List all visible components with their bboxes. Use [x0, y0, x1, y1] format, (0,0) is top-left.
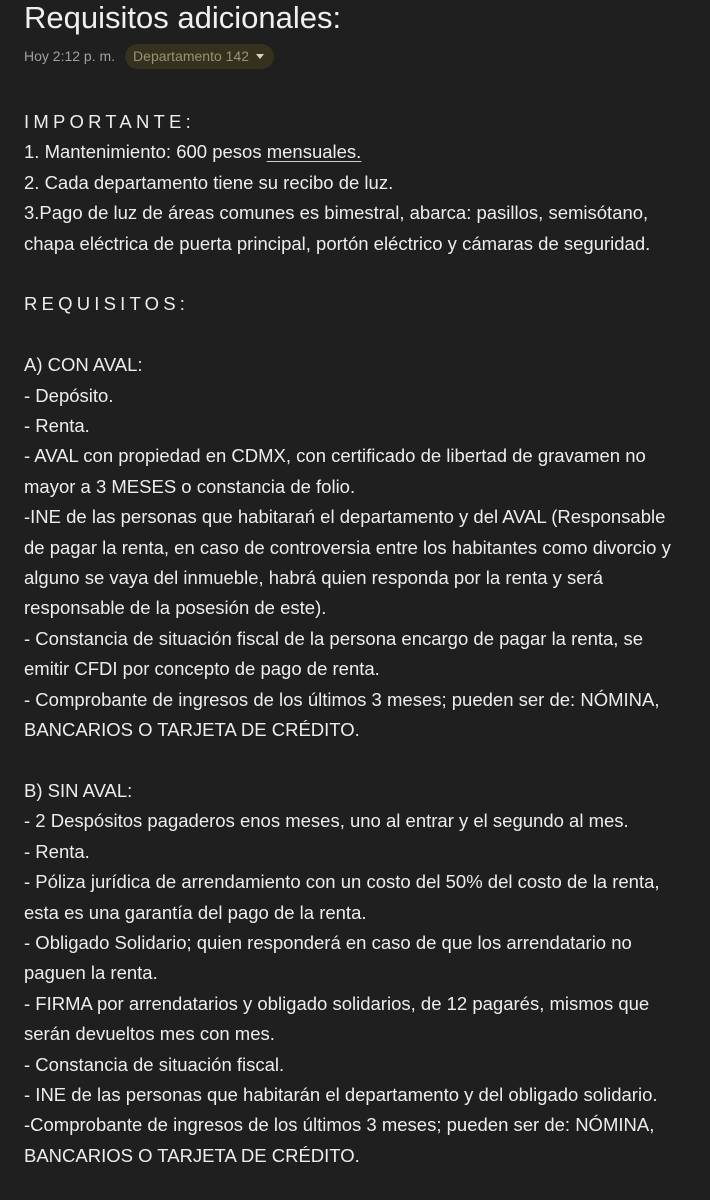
- note-body[interactable]: [24, 107, 706, 1171]
- blank-line: [24, 320, 706, 350]
- sin-aval-item: - Póliza jurídica de arrendamiento con un costo del 50% del costo de la renta,: [24, 871, 660, 893]
- blank-line: [24, 746, 706, 776]
- sin-aval-item: - INE de las personas que habitarán el departamento y del obligado solidario.: [24, 1083, 658, 1105]
- con-aval-item: - Depósito.: [24, 384, 114, 406]
- sin-aval-item: - FIRMA por arrendatarios y obligado solidarios, de 12 pagarés, mismos que: [24, 992, 650, 1014]
- label-chip[interactable]: [125, 44, 274, 69]
- con-aval-item: mayor a 3 MESES o constancia de folio.: [24, 475, 356, 497]
- requisitos-heading: REQUISITOS:: [24, 293, 190, 315]
- importante-item-3-line-2: chapa eléctrica de puerta principal, portón eléctrico y cámaras de seguridad.: [24, 232, 651, 254]
- note-timestamp: Hoy 2:12 p. m.: [24, 48, 116, 64]
- sin-aval-heading: B) SIN AVAL:: [24, 779, 133, 801]
- sin-aval-item: - Constancia de situación fiscal.: [24, 1053, 285, 1075]
- con-aval-item: - Constancia de situación fiscal de la persona encargo de pagar la renta, se: [24, 627, 644, 649]
- spellcheck-word[interactable]: mensuales.: [266, 141, 362, 163]
- importante-item-1-text: 1. Mantenimiento: 600 pesos: [24, 141, 267, 163]
- importante-item-2: 2. Cada departamento tiene su recibo de luz.: [24, 171, 394, 193]
- con-aval-item: responsable de la posesión de este).: [24, 597, 327, 619]
- note-meta: [24, 42, 274, 70]
- importante-item-3-line-1: 3.Pago de luz de áreas comunes es bimestral, abarca: pasillos, semisótano,: [24, 202, 649, 224]
- sin-aval-item: - Renta.: [24, 840, 90, 862]
- sin-aval-item: serán devueltos mes con mes.: [24, 1023, 275, 1045]
- con-aval-item: alguno se vaya del inmueble, habrá quien responda por la renta y será: [24, 567, 604, 589]
- importante-heading: IMPORTANTE:: [24, 111, 195, 132]
- con-aval-item: emitir CFDI por concepto de pago de renta.: [24, 658, 380, 680]
- sin-aval-item: esta es una garantía del pago de la renta.: [24, 901, 367, 923]
- caret-down-icon: [256, 54, 264, 59]
- sin-aval-item: - 2 Despósitos pagaderos enos meses, uno al entrar y el segundo al mes.: [24, 810, 629, 832]
- sin-aval-item: BANCARIOS O TARJETA DE CRÉDITO.: [24, 1144, 360, 1166]
- importante-item-1: [24, 137, 706, 167]
- note-title[interactable]: Requisitos adicionales:: [24, 0, 342, 35]
- con-aval-item: BANCARIOS O TARJETA DE CRÉDITO.: [24, 719, 360, 741]
- sin-aval-item: paguen la renta.: [24, 962, 158, 984]
- blank-line: [24, 259, 706, 289]
- con-aval-item: de pagar la renta, en caso de controversia entre los habitantes como divorcio y: [24, 536, 671, 558]
- con-aval-item: - Renta.: [24, 415, 90, 437]
- con-aval-item: - AVAL con propiedad en CDMX, con certificado de libertad de gravamen no: [24, 445, 646, 467]
- con-aval-heading: A) CON AVAL:: [24, 354, 143, 376]
- con-aval-item: -INE de las personas que habitarań el departamento y del AVAL (Responsable: [24, 506, 666, 528]
- label-chip-text: Departamento 142: [133, 48, 250, 64]
- sin-aval-item: - Obligado Solidario; quien responderá en caso de que los arrendatario no: [24, 931, 632, 953]
- con-aval-item: - Comprobante de ingresos de los últimos 3 meses; pueden ser de: NÓMINA,: [24, 688, 660, 710]
- sin-aval-item: -Comprobante de ingresos de los últimos 3 meses; pueden ser de: NÓMINA,: [24, 1114, 655, 1136]
